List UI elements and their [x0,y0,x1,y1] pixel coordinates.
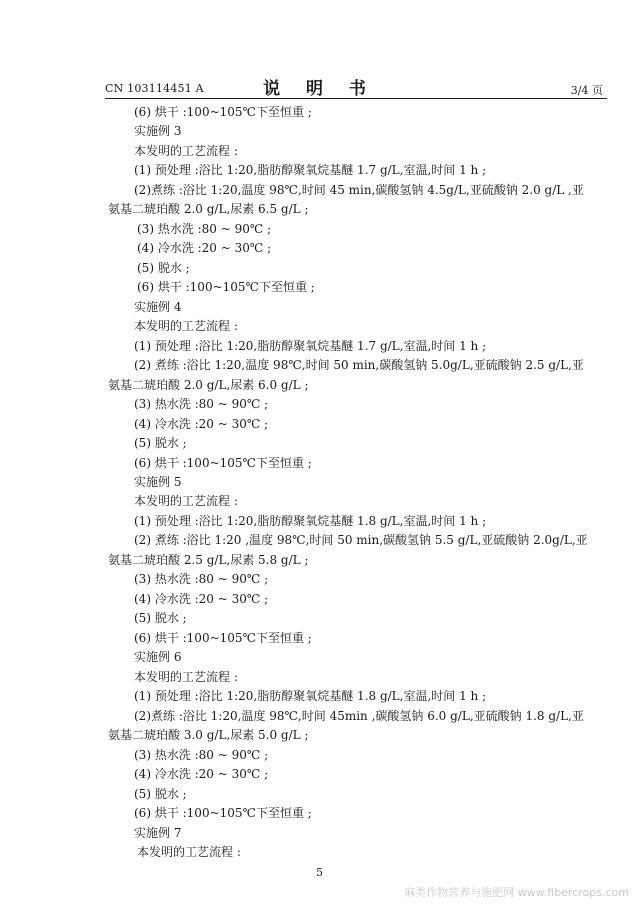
body-line: (4) 冷水洗 :20 ~ 30℃ ; [134,417,269,431]
body-line: (2)煮练 :浴比 1:20,温度 98℃,时间 45min ,碳酸氢钠 6.0 g/L,亚硫酸钠 1.8 g/L,亚 [134,709,584,723]
body-line: (3) 热水洗 :80 ~ 90℃ ; [134,748,269,762]
body-line: (3) 热水洗 :80 ~ 90℃ ; [137,222,272,236]
body-line: (6) 烘干 :100~105℃下至恒重 ; [134,806,312,820]
body-line: 氨基二琥珀酸 2.0 g/L,尿素 6.0 g/L ; [108,378,309,392]
page-number: 5 [316,866,323,879]
body-line: (3) 热水洗 :80 ~ 90℃ ; [134,572,269,586]
body-line: (4) 冷水洗 :20 ~ 30℃ ; [134,767,269,781]
body-line: 本发明的工艺流程 : [137,845,241,859]
body-line: (1) 预处理 :浴比 1:20,脂肪醇聚氧烷基醚 1.7 g/L,室温,时间 1 h ; [134,339,487,353]
body-line: 本发明的工艺流程 : [134,144,238,158]
watermark-text: 麻类作物营养与施肥网 www.fibercrops.com [404,886,629,899]
publication-number: CN 103114451 A [105,82,204,95]
header-rule [105,98,607,99]
body-line: (4) 冷水洗 :20 ~ 30℃ ; [134,592,269,606]
body-line: (2)煮练 :浴比 1:20,温度 98℃,时间 45 min,碳酸氢钠 4.5g/L,亚硫酸钠 2.0 g/L ,亚 [134,183,584,197]
body-line: (5) 脱水 ; [134,787,187,801]
body-line: 实施例 4 [134,300,182,314]
body-line: (4) 冷水洗 :20 ~ 30℃ ; [137,241,272,255]
body-line: (5) 脱水 ; [137,261,190,275]
page-header [0,0,639,100]
body-line: (5) 脱水 ; [134,611,187,625]
body-line: 实施例 7 [134,826,182,840]
body-line: (1) 预处理 :浴比 1:20,脂肪醇聚氧烷基醚 1.8 g/L,室温,时间 1 h ; [134,689,487,703]
body-line: 氨基二琥珀酸 2.5 g/L,尿素 5.8 g/L ; [108,553,309,567]
body-line: (1) 预处理 :浴比 1:20,脂肪醇聚氧烷基醚 1.7 g/L,室温,时间 1 h ; [134,163,487,177]
body-line: 本发明的工艺流程 : [134,670,238,684]
body-line: (1) 预处理 :浴比 1:20,脂肪醇聚氧烷基醚 1.8 g/L,室温,时间 1 h ; [134,514,487,528]
body-line: (5) 脱水 ; [134,436,187,450]
body-line: (2) 煮练 :浴比 1:20 ,温度 98℃,时间 50 min,碳酸氢钠 5.5 g/L,亚硫酸钠 2.0g/L,亚 [134,533,588,547]
body-line: 本发明的工艺流程 : [134,494,238,508]
body-line: 实施例 5 [134,475,182,489]
body-line: (6) 烘干 :100~105℃下至恒重 ; [137,280,315,294]
body-line: 实施例 3 [134,124,182,138]
body-line: 氨基二琥珀酸 2.0 g/L,尿素 6.5 g/L ; [108,202,309,216]
document-title: 说 明 书 [263,79,376,99]
body-line: (6) 烘干 :100~105℃下至恒重 ; [134,456,312,470]
body-line: 氨基二琥珀酸 3.0 g/L,尿素 5.0 g/L ; [108,728,309,742]
body-line: (3) 热水洗 :80 ~ 90℃ ; [134,397,269,411]
body-line: (2) 煮练 :浴比 1:20,温度 98℃,时间 50 min,碳酸氢钠 5.0g/L,亚硫酸钠 2.5 g/L,亚 [134,358,584,372]
body-line: (6) 烘干 :100~105℃下至恒重 ; [134,631,312,645]
page-info: 3/4 页 [570,84,603,97]
body-line: 实施例 6 [134,650,182,664]
body-line: 本发明的工艺流程 : [134,319,238,333]
body-line: (6) 烘干 :100~105℃下至恒重 ; [134,105,312,119]
